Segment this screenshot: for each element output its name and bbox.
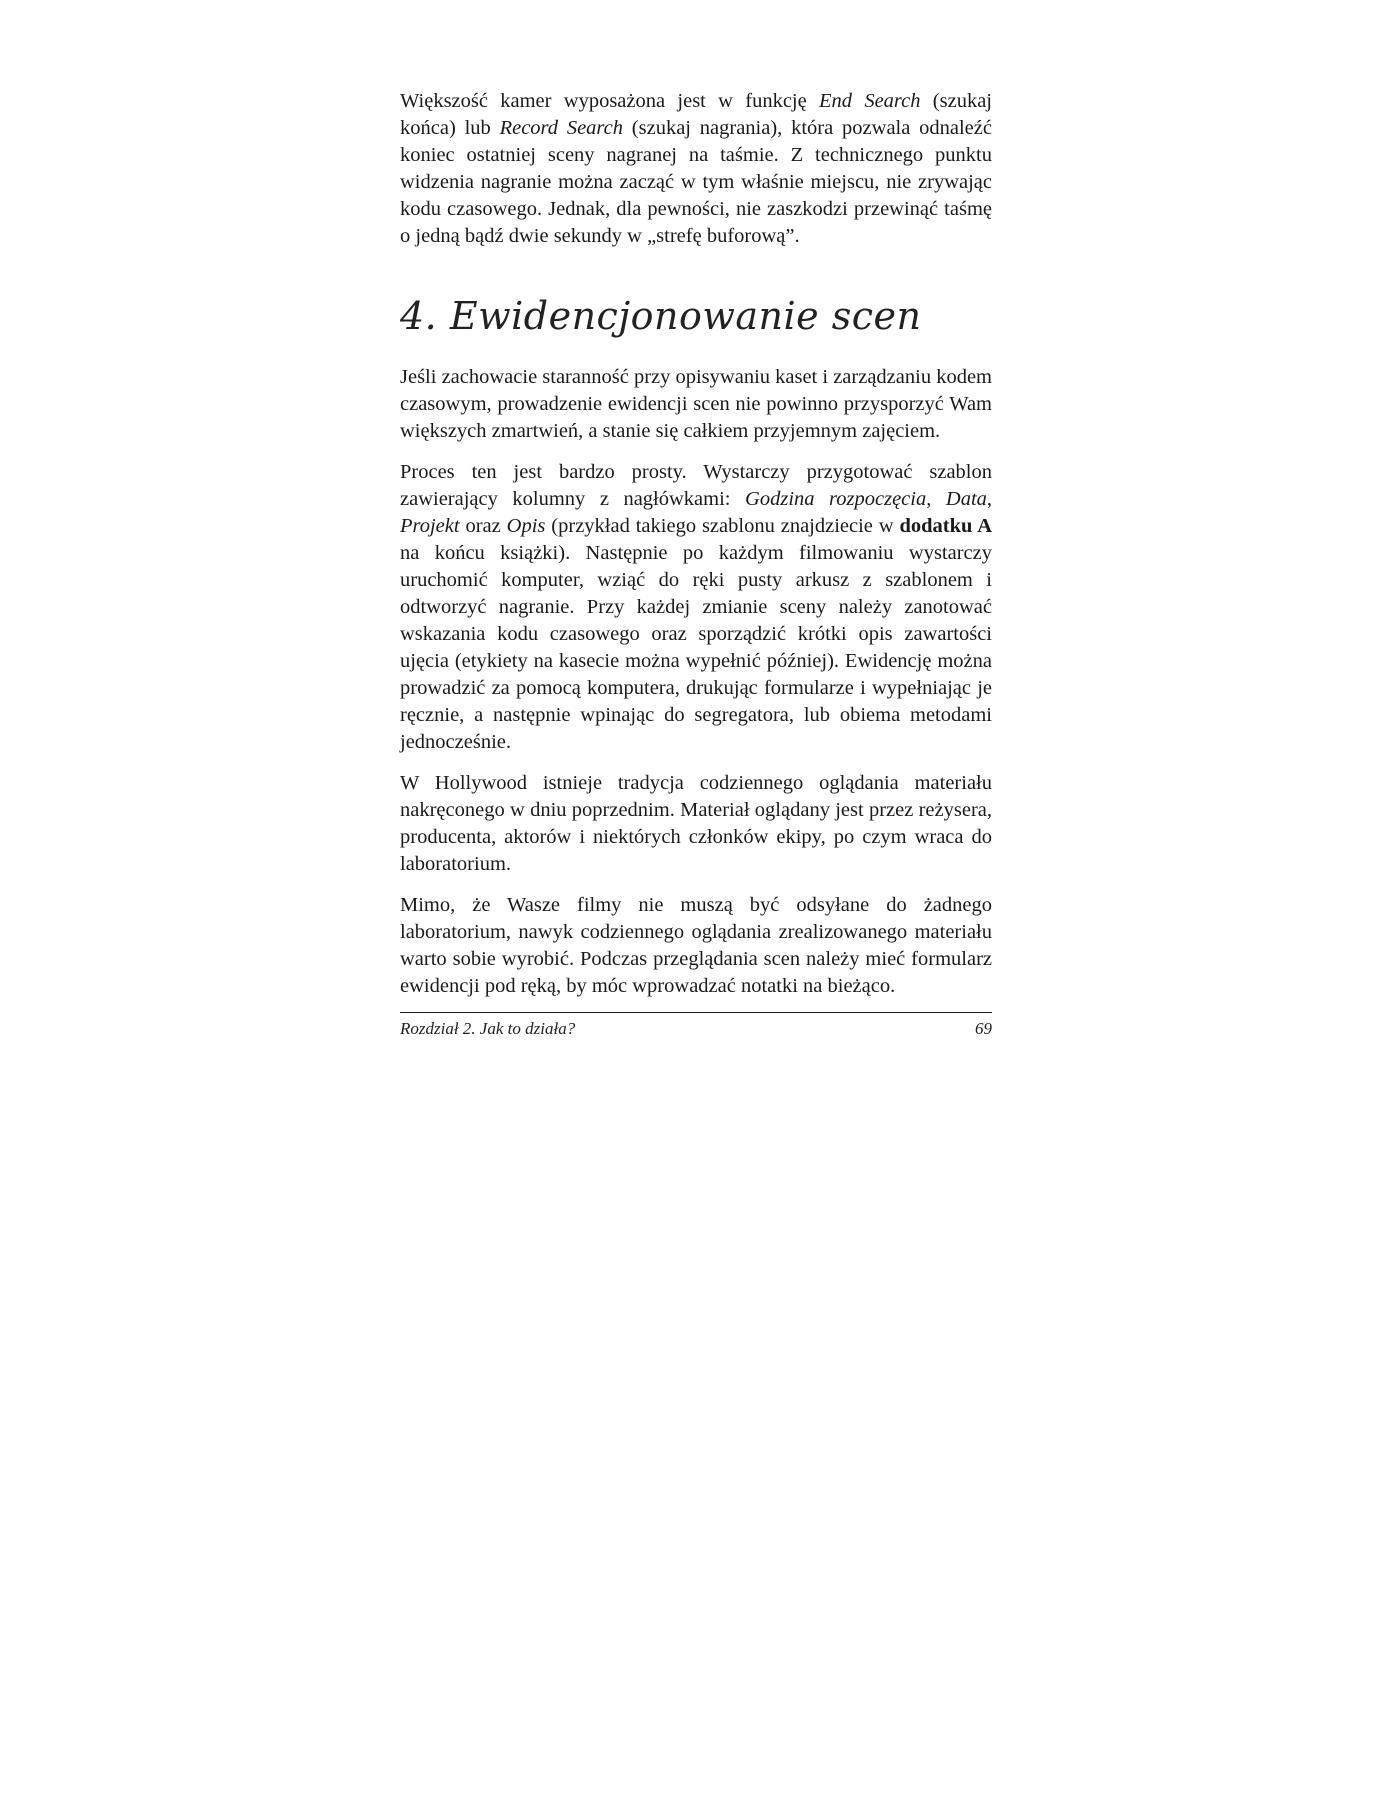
intro-text-3: (szukaj nagrania), która pozwala odnaleźć koniec ostatniej sceny nagranej na taśmie. Z technicznego punktu widzenia nagranie można zacząć w tym właśnie miejscu, nie zrywając kodu czasowego. Jednak, dla pewności, nie zaszkodzi przewinąć taśmę o jedną bądź dwie sekundy w „strefę buforową”. [400,117,992,247]
p2-term-projekt: Projekt [400,515,460,537]
p2-term-opis: Opis [506,515,546,537]
paragraph-1: Jeśli zachowacie staranność przy opisywaniu kaset i zarządzaniu kodem czasowym, prowadzenie ewidencji scen nie powinno przysporzyć Wam większych zmartwień, a stanie się całkiem przyjemnym zajęciem. [400,366,992,442]
page-footer [400,1012,992,1039]
p2-text-4: oraz [459,515,507,537]
intro-term-end-search: End Search [819,90,921,112]
paragraph-4: Mimo, że Wasze filmy nie muszą być odsyłane do żadnego laboratorium, nawyk codziennego oglądania zrealizowanego materiału warto sobie wyrobić. Podczas przeglądania scen należy mieć formularz ewidencji pod ręką, by móc wprowadzać notatki na bieżąco. [400,894,992,997]
p2-term-data: Data [945,488,987,510]
footer-chapter-title: Rozdział 2. Jak to działa? [400,1019,576,1038]
p2-text-2: , [926,488,946,510]
paragraph-2 [400,459,992,756]
intro-text-1: Większość kamer wyposażona jest w funkcję [400,90,820,112]
p2-text-3: , [986,488,993,510]
intro-paragraph [400,88,992,250]
intro-term-record-search: Record Search [499,117,623,139]
footer-page-number: 69 [975,1019,992,1038]
section-heading: 4. Ewidencjonowanie scen [400,294,922,338]
p2-text-1: Proces ten jest bardzo prosty. Wystarczy przygotować szablon zawierający kolumny z nagłówkami: [400,461,992,510]
paragraph-3: W Hollywood istnieje tradycja codziennego oglądania materiału nakręconego w dniu poprzednim. Materiał oglądany jest przez reżysera, producenta, aktorów i niektórych członków ekipy, po czym wraca do laboratorium. [400,772,992,875]
p2-text-6: na końcu książki). Następnie po każdym filmowaniu wystarczy uruchomić komputer, wziąć do ręki pusty arkusz z szablonem i odtworzyć nagranie. Przy każdej zmianie sceny należy zanotować wskazania kodu czasowego oraz sporządzić krótki opis zawartości ujęcia (etykiety na kasecie można wypełnić później). Ewidencję można prowadzić za pomocą komputera, drukując formularze i wypełniając je ręcznie, a następnie wpinając do segregatora, lub obiema metodami jednocześnie. [400,542,992,753]
page-body [400,88,992,1000]
p2-appendix-ref: dodatku A [899,515,992,537]
p2-term-godzina: Godzina rozpoczęcia [745,488,927,510]
intro-text-2: (szukaj końca) lub [400,90,992,139]
p2-text-5: (przykład takiego szablonu znajdziecie w [545,515,900,537]
